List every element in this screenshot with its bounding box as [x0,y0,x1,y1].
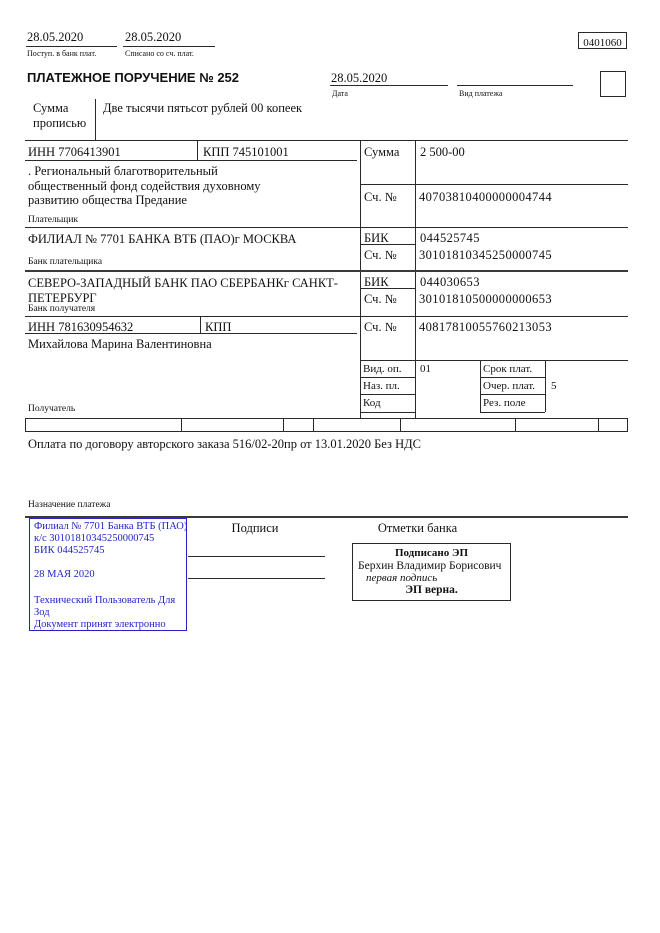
grid-line [25,418,628,419]
payee-account-value: 40817810055760213053 [419,320,552,334]
received-date: 28.05.2020 [27,30,84,44]
date-underline [330,85,448,86]
payer-inn: ИНН 7706413901 [28,145,121,159]
esign-note: первая подпись [366,572,438,584]
bank-block-divider [25,270,628,272]
esign-verdict: ЭП верна. [405,584,458,596]
payee-kpp-label: КПП [205,320,232,334]
stamp-line: Филиал № 7701 Банка ВТБ (ПАО) [34,521,188,532]
payee-name: Михайлова Марина Валентиновна [28,337,212,351]
grid-line [25,140,628,141]
document-title: ПЛАТЕЖНОЕ ПОРУЧЕНИЕ № 252 [27,70,240,85]
payer-name: . Региональный благотворительный общественный фонд содействия духовному развитию общества Предание [28,164,261,207]
debited-date: 28.05.2020 [125,30,182,44]
payment-purpose-text: Оплата по договору авторского заказа 516/02-20пр от 13.01.2020 Без НДС [28,437,421,451]
sum-label: Сумма [364,145,400,159]
budget-cell-border [181,418,182,431]
stamp-line: Документ принят электронно [34,619,166,630]
amount-words-divider [95,99,96,140]
payer-account-value: 40703810400000004744 [419,190,552,204]
payer-bank-bik-value: 044525745 [420,231,480,245]
budget-cell-border [627,418,628,431]
order-value: 5 [551,380,557,392]
received-date-underline [26,46,117,47]
amount-in-words: Две тысячи пятьсот рублей 00 копеек [103,101,303,115]
payer-bank-stamp [29,518,187,631]
payment-type-underline [457,85,573,86]
grid-line [25,160,357,161]
stamp-line: Зод [34,607,50,618]
esign-signer-name: Берхин Владимир Борисович [358,560,502,572]
payer-bank-name: ФИЛИАЛ № 7701 БАНКА ВТБ (ПАО)г МОСКВА [28,232,297,246]
sum-value: 2 500-00 [420,145,465,159]
payee-bank-name: СЕВЕРО-ЗАПАДНЫЙ БАНК ПАО СБЕРБАНКг САНКТ-ПЕТЕРБУРГ [28,276,338,305]
form-code-box [578,32,627,49]
payee-bank-bik-value: 044030653 [420,275,480,289]
payee-section-label: Получатель [28,404,76,414]
payer-account-label: Сч. № [364,190,397,204]
payee-account-label: Сч. № [364,320,397,334]
signature-line-2 [188,578,325,579]
payer-section-label: Плательщик [28,215,79,225]
budget-cell-border [283,418,284,431]
amount-words-label-1: Сумма [33,101,69,115]
grid-line [480,394,545,395]
grid-line [360,377,415,378]
signature-line-1 [188,556,325,557]
grid-line [197,140,198,160]
grid-line [480,412,545,413]
term-label: Срок плат. [483,363,533,375]
stamp-line: БИК 044525745 [34,545,105,556]
grid-line [360,412,415,413]
payment-type-label: Вид платежа [459,89,503,98]
grid-line [480,360,481,412]
budget-cell-border [598,418,599,431]
grid-line [545,360,546,412]
budget-cell-border [313,418,314,431]
purpose-code-label: Наз. пл. [363,380,400,392]
payee-bank-bik-label: БИК [364,275,389,289]
budget-cell-border [515,418,516,431]
payee-bank-section-label: Банк получателя [28,304,96,314]
grid-line [200,316,201,333]
payer-bank-bik-label: БИК [364,231,389,245]
payee-bank-account-value: 30101810500000000653 [419,292,552,306]
grid-line [25,431,628,432]
grid-line [415,140,416,418]
stamp-line: Технический Пользователь Для [34,595,176,606]
bank-marks-label: Отметки банка [377,521,458,535]
grid-line [480,377,545,378]
amount-words-label-2: прописью [33,116,87,130]
grid-line [360,394,415,395]
code-label: Код [363,397,381,409]
esign-title: Подписано ЭП [394,547,469,559]
form-code: 0401060 [583,37,622,49]
reserve-label: Рез. поле [483,397,526,409]
grid-line [25,227,628,228]
payee-inn: ИНН 781630954632 [28,320,134,334]
date-label: Дата [332,89,348,98]
budget-cell-border [400,418,401,431]
stamp-date: 28 МАЯ 2020 [34,569,95,580]
payer-bank-section-label: Банк плательщика [28,257,103,267]
esign-stamp [352,543,511,601]
stamp-line: к/с 30101810345250000745 [34,533,155,544]
purpose-section-label: Назначение платежа [28,500,111,510]
received-date-label: Поступ. в банк плат. [27,49,97,58]
debited-date-underline [123,46,215,47]
budget-cell-border [25,418,26,431]
grid-line [360,360,628,361]
document-date: 28.05.2020 [331,71,388,85]
op-type-value: 01 [420,363,431,375]
grid-line [360,184,628,185]
payer-kpp: КПП 745101001 [203,145,289,159]
payee-bank-account-label: Сч. № [364,292,397,306]
payer-bank-account-value: 30101810345250000745 [419,248,552,262]
grid-line [25,316,628,317]
op-type-label: Вид. оп. [363,363,402,375]
signatures-label: Подписи [231,521,279,535]
payer-bank-account-label: Сч. № [364,248,397,262]
order-label: Очер. плат. [483,380,536,392]
payment-type-checkbox [600,71,626,97]
debited-date-label: Списано со сч. плат. [125,49,194,58]
